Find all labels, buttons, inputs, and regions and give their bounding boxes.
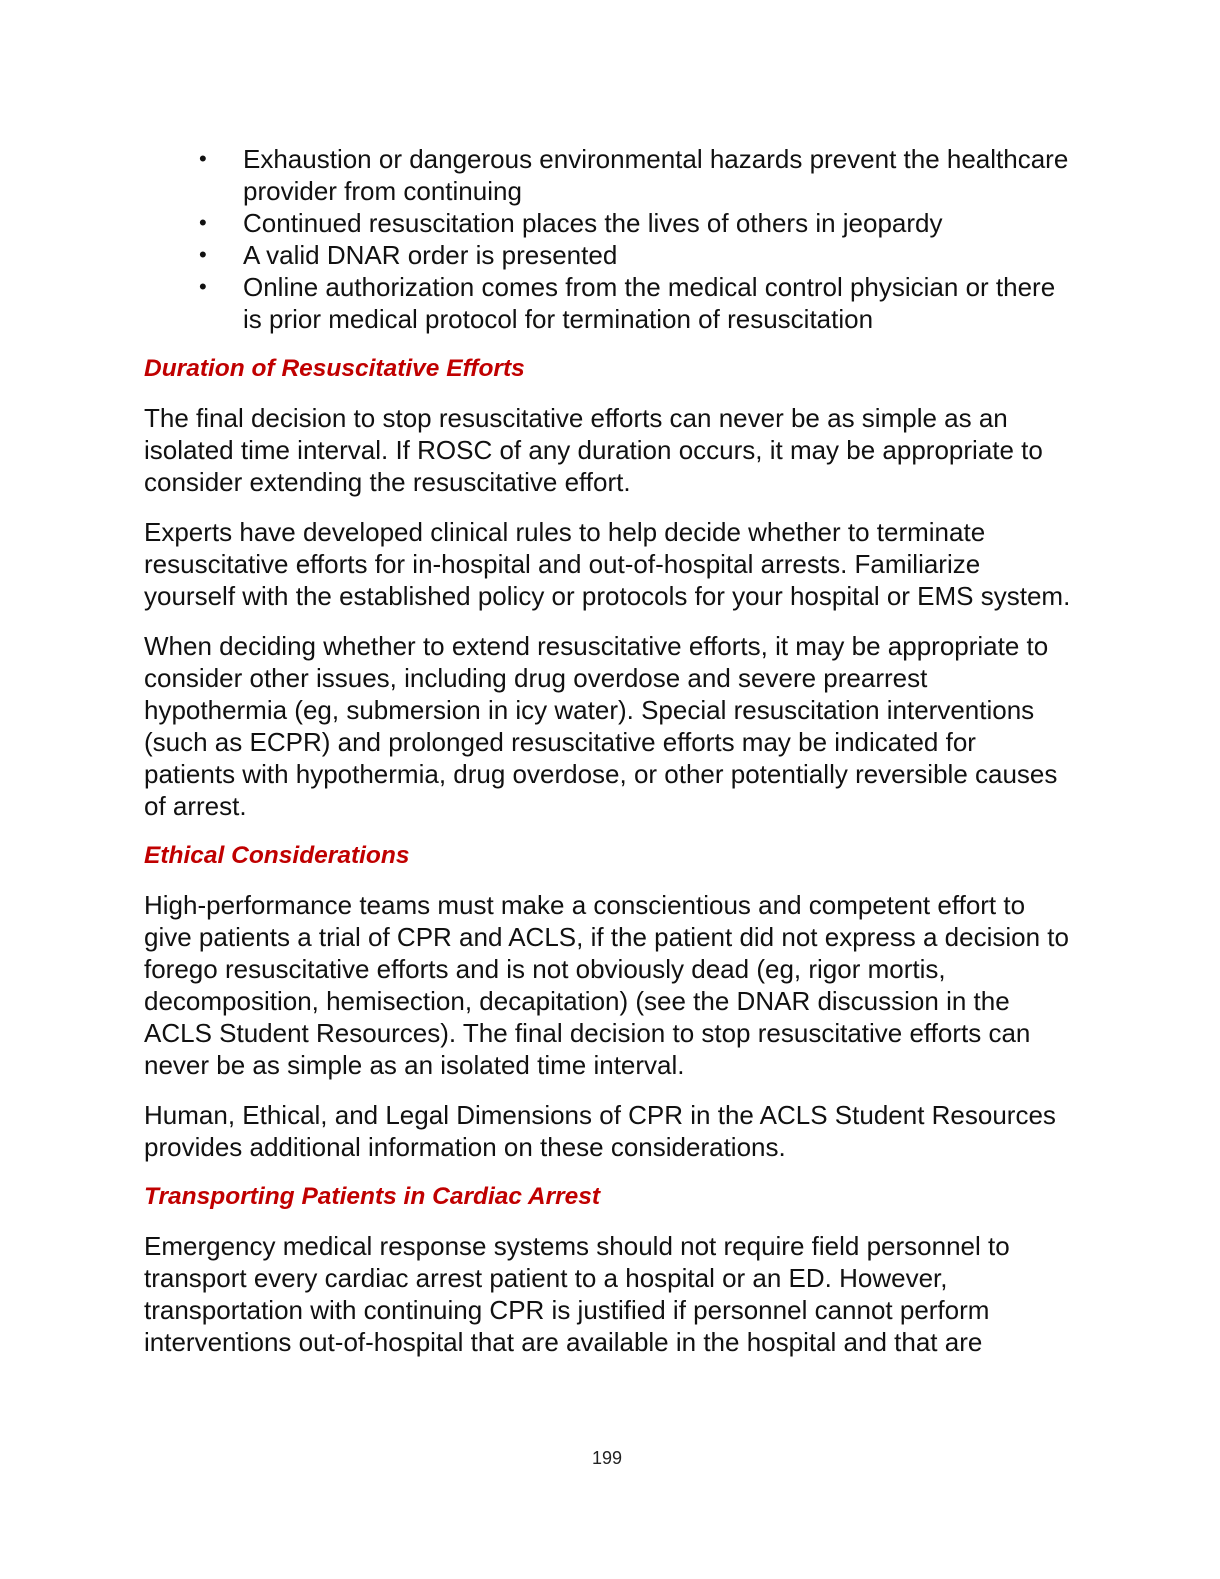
paragraph: The final decision to stop resuscitative efforts can never be as simple as an isolated time interval. If ROSC of any duration occurs, it may be appropriate to consider extending the resuscitative effort. — [144, 403, 1043, 497]
paragraph: Emergency medical response systems should not require field personnel to transport every cardiac arrest patient to a hospital or an ED. However, transportation with continuing CPR is justified if personnel cannot perform interventions out-of-hospital that are available in the hospital and that are — [144, 1231, 1010, 1357]
list-item-text: Online authorization comes from the medical control physician or there is prior medical protocol for termination of resuscitation — [243, 272, 1056, 334]
section-heading-duration: Duration of Resuscitative Efforts — [144, 355, 525, 382]
list-item-text: Exhaustion or dangerous environmental hazards prevent the healthcare provider from continuing — [243, 144, 1069, 206]
list-item-text: A valid DNAR order is presented — [243, 240, 618, 270]
page-content — [144, 143, 1074, 1376]
section-heading-ethical: Ethical Considerations — [144, 842, 410, 869]
bullet-icon: • — [199, 210, 207, 235]
bullet-icon: • — [199, 274, 207, 299]
list-item — [144, 271, 1074, 335]
bullet-icon: • — [199, 146, 207, 171]
termination-criteria-list — [144, 143, 1074, 335]
list-item-text: Continued resuscitation places the lives of others in jeopardy — [243, 208, 943, 238]
paragraph: Human, Ethical, and Legal Dimensions of CPR in the ACLS Student Resources provides additional information on these considerations. — [144, 1100, 1056, 1162]
paragraph: High-performance teams must make a conscientious and competent effort to give patients a trial of CPR and ACLS, if the patient did not express a decision to forego resuscitative efforts and is not obviously dead (eg, rigor mortis, decomposition, hemisection, decapitation) (see the DNAR discussion in the ACLS Student Resources). The final decision to stop resuscitative efforts can never be as simple as an isolated time interval. — [144, 890, 1069, 1080]
list-item — [144, 207, 1074, 239]
list-item — [144, 239, 1074, 271]
paragraph: Experts have developed clinical rules to help decide whether to terminate resuscitative efforts for in-hospital and out-of-hospital arrests. Familiarize yourself with the established policy or protocols for your hospital or EMS system. — [144, 517, 1071, 611]
paragraph: When deciding whether to extend resuscitative efforts, it may be appropriate to consider other issues, including drug overdose and severe prearrest hypothermia (eg, submersion in icy water). Special resuscitation interventions (such as ECPR) and prolonged resuscitative efforts may be indicated for patients with hypothermia, drug overdose, or other potentially reversible causes of arrest. — [144, 631, 1058, 821]
page-number: 199 — [591, 1448, 623, 1468]
list-item — [144, 143, 1074, 207]
bullet-icon: • — [199, 242, 207, 267]
section-heading-transport: Transporting Patients in Cardiac Arrest — [144, 1183, 601, 1210]
